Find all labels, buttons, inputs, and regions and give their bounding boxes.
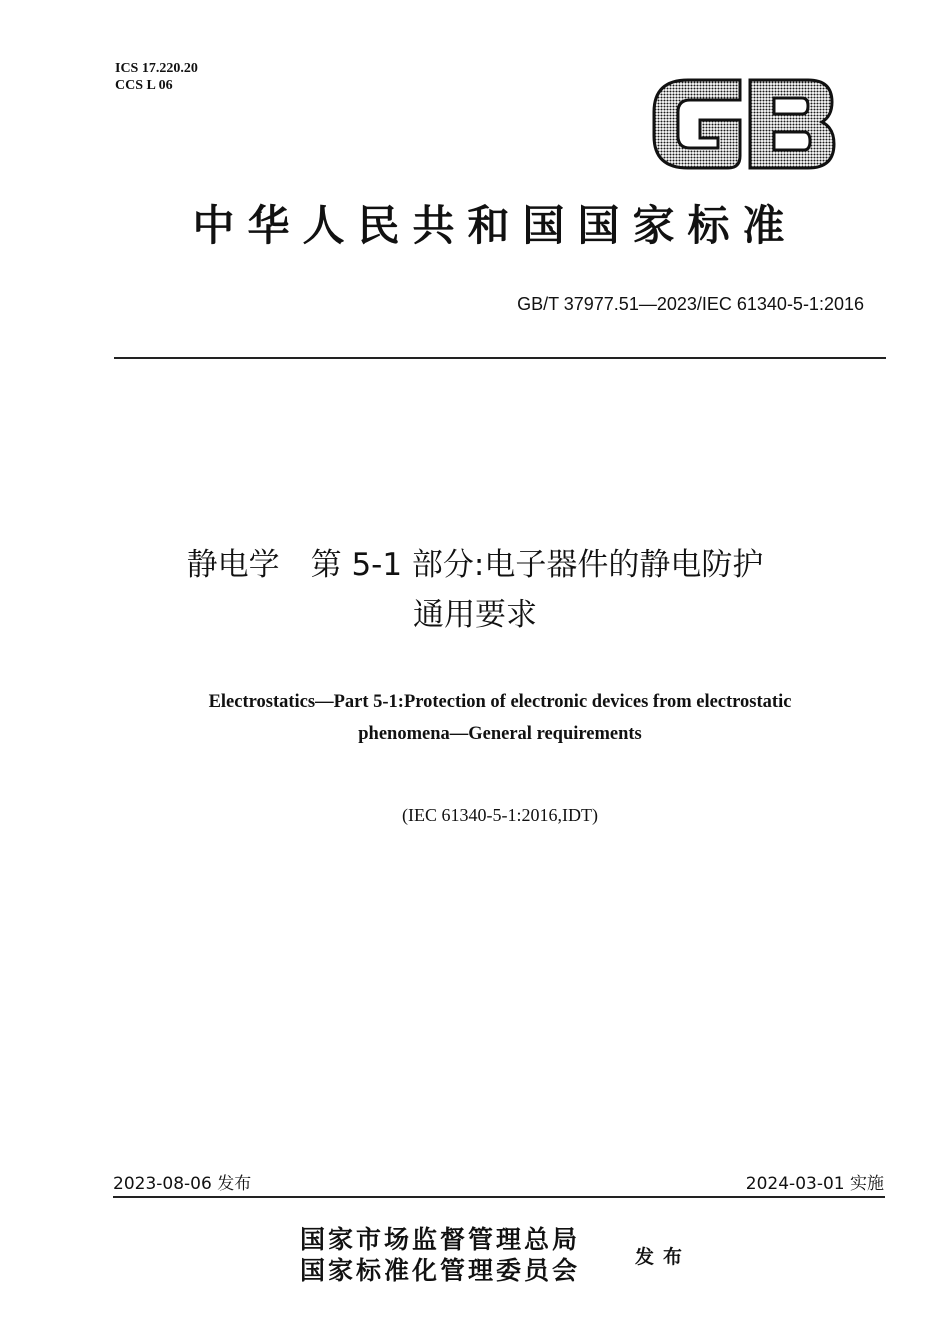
issuer-sac: 国家标准化管理委员会: [300, 1256, 581, 1285]
issuing-authorities: [300, 1224, 580, 1286]
english-title-line-2: phenomena—General requirements: [358, 724, 642, 744]
footer-divider: [113, 1196, 885, 1198]
chinese-title-line-1: 静电学 第 5-1 部分:电子器件的静电防护: [186, 547, 764, 583]
standard-number: GB/T 37977.51—2023/IEC 61340-5-1:2016: [517, 294, 864, 314]
national-standard-title: 中华人民共和国国家标准: [192, 201, 798, 250]
chinese-title: [60, 540, 890, 640]
publish-date: 2023-08-06 发布: [113, 1174, 252, 1194]
issuer-samr: 国家市场监督管理总局: [300, 1225, 581, 1254]
chinese-title-line-2: 通用要求: [413, 597, 537, 633]
ics-code: ICS 17.220.20: [115, 61, 198, 76]
iec-equivalence: (IEC 61340-5-1:2016,IDT): [402, 805, 598, 825]
english-title-line-1: Electrostatics—Part 5-1:Protection of electronic devices from electrostatic: [208, 692, 792, 712]
english-title: [80, 686, 920, 750]
header-divider: [114, 357, 886, 359]
ccs-code: CCS L 06: [115, 78, 173, 93]
gb-logo-icon: [648, 72, 838, 176]
issue-label: 发布: [635, 1246, 692, 1268]
implement-date: 2024-03-01 实施: [745, 1174, 884, 1194]
classification-codes: [115, 60, 198, 94]
